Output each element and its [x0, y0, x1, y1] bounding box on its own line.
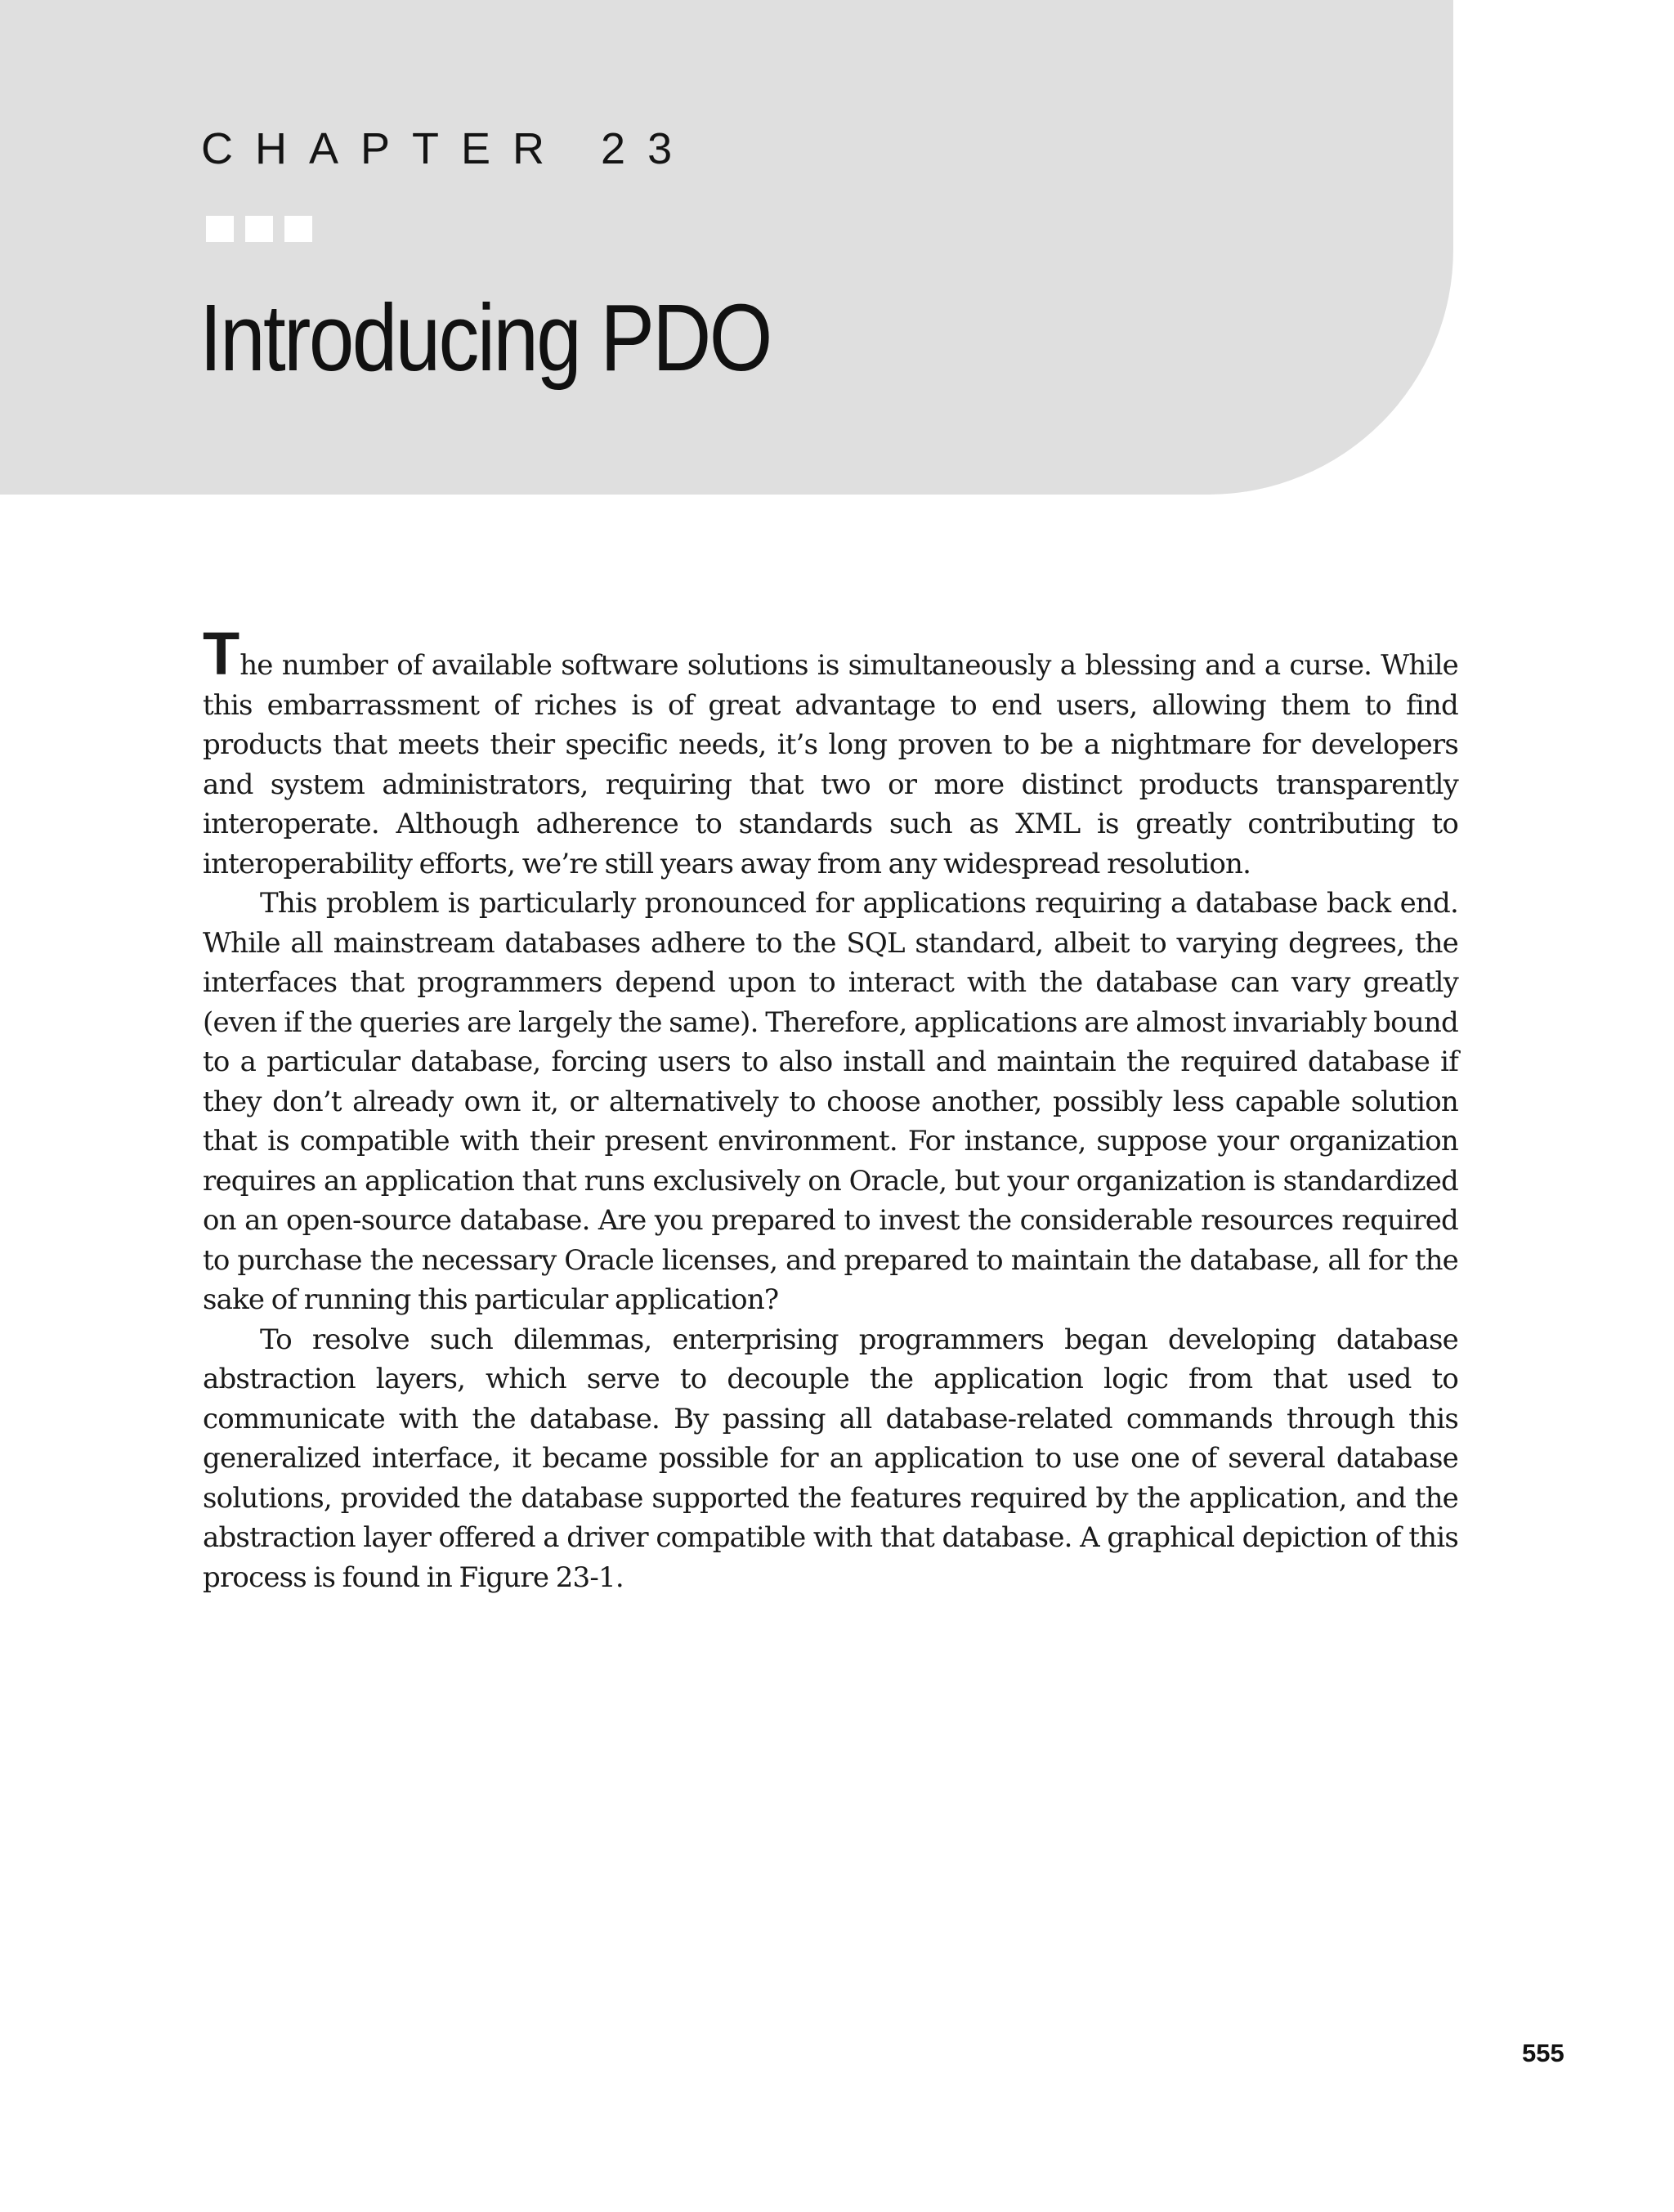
chapter-ornament: [206, 216, 312, 242]
chapter-label: CHAPTER 23: [201, 124, 695, 173]
ornament-square: [206, 216, 234, 242]
paragraph-1-text: he number of available software solutions is simultaneously a blessing and a curse. While this embarrassment of riches is of great advantage to end users, allowing them to find products that meets their specific needs, it’s long proven to be a nightmare for developers and system administrators, requiring that two or more distinct products transparently interoperate. Although adherence to standards such as XML is greatly contributing to interoperability efforts, we’re still years away from any widespread resolution.: [203, 649, 1458, 880]
chapter-title: Introducing PDO: [199, 284, 771, 391]
ornament-square: [245, 216, 273, 242]
drop-cap: T: [203, 620, 240, 687]
body-text: [203, 620, 1458, 1597]
ornament-square: [284, 216, 312, 242]
page-number: 555: [1522, 2039, 1564, 2067]
paragraph-2: This problem is particularly pronounced for applications requiring a database back end. While all mainstream databases adhere to the SQL standard, albeit to varying degrees, the interfaces that programmers depend upon to interact with the database can vary greatly (even if the queries are largely the same). Therefore, applications are almost invariably bound to a particular database, forcing users to also install and maintain the required database if they don’t already own it, or alternatively to choose another, possibly less capable solution that is compatible with their present environment. For instance, suppose your organization requires an application that runs exclusively on Oracle, but your organization is standardized on an open-source database. Are you prepared to invest the considerable resources required to purchase the necessary Oracle licenses, and prepared to maintain the database, all for the sake of running this particular application?: [203, 887, 1458, 1316]
chapter-banner: [0, 0, 1453, 495]
paragraph-3: To resolve such dilemmas, enterprising programmers began developing database abstraction layers, which serve to decouple the application logic from that used to communicate with the database. By passing all database-related commands through this generalized interface, it became possible for an application to use one of several database solutions, provided the database supported the features required by the application, and the abstraction layer offered a driver compatible with that database. A graphical depiction of this process is found in Figure 23-1.: [203, 1323, 1458, 1594]
paragraph-1: [203, 620, 1458, 884]
